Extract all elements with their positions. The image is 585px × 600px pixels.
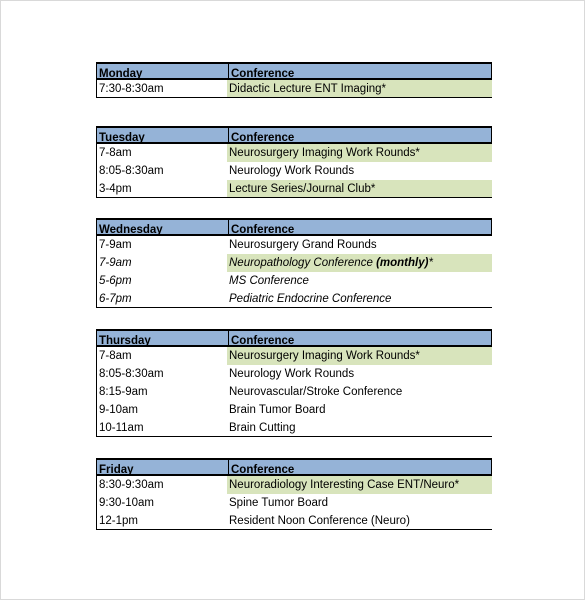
conference-cell [227,144,492,162]
table-row [96,512,492,530]
day-label: Thursday [99,335,151,347]
conference-cell [227,383,492,401]
day-label: Friday [99,464,134,476]
table-row [96,254,492,272]
conference-name: Neurovascular/Stroke Conference [229,386,403,398]
conference-column-header: Conference [231,335,295,347]
time-cell: 7-8am [96,347,227,365]
table-row [96,162,492,180]
table-row [96,180,492,198]
time-cell: 9:30-10am [96,494,227,512]
header-row [96,458,492,476]
day-label: Tuesday [99,132,145,144]
conference-cell [227,512,492,530]
time-cell: 8:05-8:30am [96,365,227,383]
conference-name: Spine Tumor Board [229,497,329,509]
conference-name: Neuropathology Conference [229,257,373,269]
schedule-block-wednesday [96,218,492,308]
conference-name: Neuroradiology Interesting Case ENT/Neuro* [229,479,460,491]
time-cell: 7-9am [96,254,227,272]
table-row [96,272,492,290]
conference-name: Brain Tumor Board [229,404,326,416]
conference-cell [227,254,492,272]
conference-column-header: Conference [231,464,295,476]
conference-name: Neurosurgery Imaging Work Rounds* [229,147,420,159]
time-cell: 8:30-9:30am [96,476,227,494]
conference-cell [227,80,492,98]
conference-cell [227,476,492,494]
table-row [96,347,492,365]
schedule-block-tuesday [96,126,492,198]
day-label: Wednesday [99,224,163,236]
frequency-note: (monthly) [376,257,429,269]
time-cell: 10-11am [96,419,227,437]
day-label: Monday [99,68,143,80]
conference-name: Pediatric Endocrine Conference [229,293,392,305]
header-row [96,126,492,144]
time-cell: 7-9am [96,236,227,254]
time-cell: 12-1pm [96,512,227,530]
conference-cell [227,180,492,198]
table-row [96,236,492,254]
time-cell: 5-6pm [96,272,227,290]
time-cell: 7-8am [96,144,227,162]
conference-cell [227,236,492,254]
conference-name: Neurology Work Rounds [229,165,355,177]
conference-name: Didactic Lecture ENT Imaging* [229,83,387,95]
conference-cell [227,494,492,512]
time-cell: 6-7pm [96,290,227,308]
conference-cell [227,347,492,365]
schedule-block-friday [96,458,492,530]
time-cell: 8:15-9am [96,383,227,401]
conference-name: MS Conference [229,275,309,287]
table-row [96,365,492,383]
table-row [96,419,492,437]
asterisk-note: * [428,257,433,269]
header-row [96,218,492,236]
table-row [96,144,492,162]
time-cell: 8:05-8:30am [96,162,227,180]
conference-cell [227,290,492,308]
conference-cell [227,419,492,437]
conference-column-header: Conference [231,68,295,80]
schedule-block-thursday [96,329,492,437]
conference-column-header: Conference [231,132,295,144]
time-cell: 9-10am [96,401,227,419]
table-row [96,290,492,308]
time-cell: 3-4pm [96,180,227,198]
conference-cell [227,365,492,383]
table-row [96,80,492,98]
header-row [96,62,492,80]
conference-name: Brain Cutting [229,422,296,434]
table-row [96,476,492,494]
time-cell: 7:30-8:30am [96,80,227,98]
table-row [96,494,492,512]
conference-name: Lecture Series/Journal Club* [229,183,376,195]
table-row [96,383,492,401]
conference-name: Neurology Work Rounds [229,368,355,380]
conference-column-header: Conference [231,224,295,236]
table-row [96,401,492,419]
conference-cell [227,401,492,419]
conference-name: Neurosurgery Grand Rounds [229,239,377,251]
schedule-block-monday [96,62,492,98]
conference-name: Resident Noon Conference (Neuro) [229,515,410,527]
conference-cell [227,162,492,180]
header-row [96,329,492,347]
conference-name: Neurosurgery Imaging Work Rounds* [229,350,420,362]
conference-cell [227,272,492,290]
